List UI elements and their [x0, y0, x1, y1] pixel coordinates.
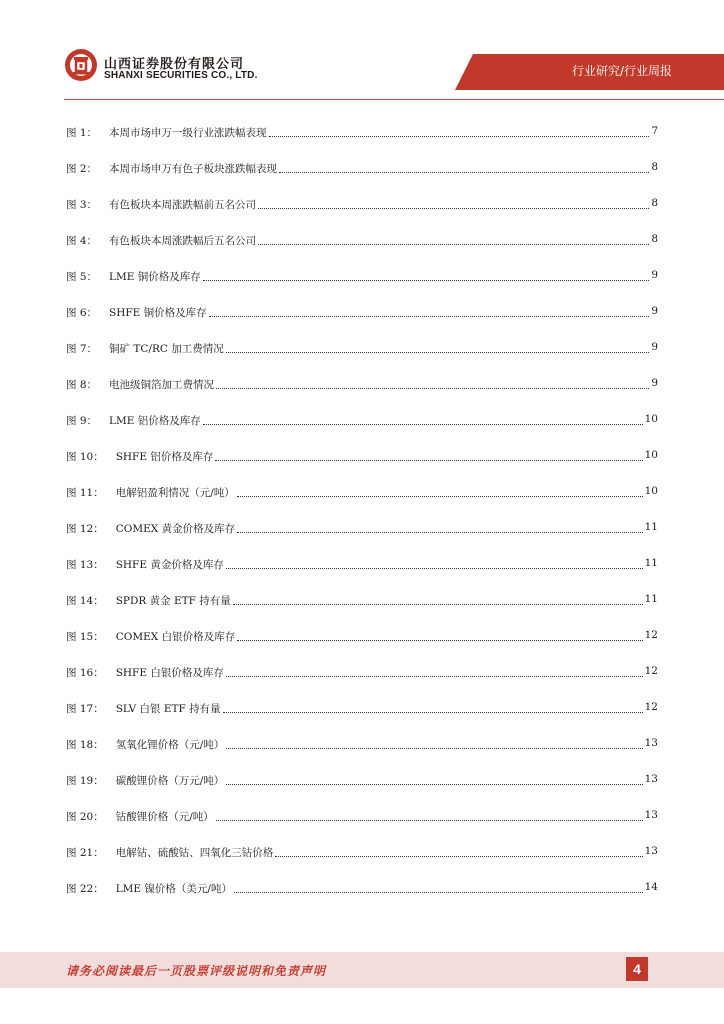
section-label: 行业研究/行业周报: [571, 64, 672, 78]
toc-leader-dots: [203, 269, 650, 281]
toc-title: 氢氧化锂价格（元/吨）: [115, 739, 225, 751]
toc-label: 图 18：: [66, 739, 104, 751]
toc-title: 有色板块本周涨跌幅前五名公司: [109, 199, 257, 211]
toc-leader-dots: [275, 845, 642, 857]
toc-entry[interactable]: [66, 341, 658, 377]
toc-label: 图 4：: [66, 235, 98, 247]
page-number: 4: [626, 957, 648, 981]
toc-label: 图 19：: [66, 775, 104, 787]
toc-label: 图 5：: [66, 271, 98, 283]
toc-page-number: 10: [644, 485, 658, 497]
toc-page-number: 13: [644, 845, 658, 857]
toc-page-number: 13: [644, 773, 658, 785]
toc-page-number: 9: [651, 269, 658, 281]
toc-label: 图 7：: [66, 343, 98, 355]
company-name-cn: 山西证券股份有限公司: [104, 57, 245, 72]
toc-label: 图 21：: [66, 847, 104, 859]
toc-leader-dots: [269, 125, 650, 137]
toc-leader-dots: [233, 593, 643, 605]
toc-label: 图 14：: [66, 595, 104, 607]
toc-label: 图 15：: [66, 631, 104, 643]
toc-leader-dots: [279, 161, 649, 173]
toc-label: 图 6：: [66, 307, 98, 319]
toc-label: 图 1：: [66, 127, 98, 139]
toc-page-number: 8: [651, 197, 658, 209]
toc-label: 图 3：: [66, 199, 98, 211]
toc-label: 图 20：: [66, 811, 104, 823]
toc-leader-dots: [226, 773, 642, 785]
toc-label: 图 2：: [66, 163, 98, 175]
page-header: [0, 0, 724, 100]
toc-title: SPDR 黄金 ETF 持有量: [115, 595, 231, 607]
toc-leader-dots: [215, 449, 642, 461]
toc-page-number: 11: [644, 521, 658, 533]
toc-entry[interactable]: [66, 521, 658, 557]
toc-label: 图 12：: [66, 523, 104, 535]
toc-entry[interactable]: [66, 269, 658, 305]
toc-entry[interactable]: [66, 485, 658, 521]
toc-page-number: 8: [651, 233, 658, 245]
toc-entry[interactable]: [66, 161, 658, 197]
toc-leader-dots: [258, 233, 649, 245]
toc-leader-dots: [237, 485, 643, 497]
toc-page-number: 9: [651, 377, 658, 389]
toc-entry[interactable]: [66, 773, 658, 809]
toc-page-number: 14: [644, 881, 658, 893]
toc-title: 钴酸锂价格（元/吨）: [115, 811, 214, 823]
toc-title: LME 镍价格（美元/吨）: [115, 883, 232, 895]
toc-title: SLV 白银 ETF 持有量: [115, 703, 221, 715]
toc-title: LME 铜价格及库存: [109, 271, 201, 283]
toc-leader-dots: [203, 413, 643, 425]
toc-page-number: 12: [644, 629, 658, 641]
toc-leader-dots: [226, 341, 650, 353]
toc-entry[interactable]: [66, 305, 658, 341]
toc-label: 图 22：: [66, 883, 104, 895]
toc-entry[interactable]: [66, 809, 658, 845]
toc-title: 碳酸锂价格（万元/吨）: [115, 775, 225, 787]
toc-page-number: 9: [651, 305, 658, 317]
toc-leader-dots: [216, 377, 649, 389]
toc-page-number: 9: [651, 341, 658, 353]
toc-leader-dots: [234, 881, 643, 893]
toc-entry[interactable]: [66, 449, 658, 485]
toc-entry[interactable]: [66, 737, 658, 773]
toc-title: SHFE 铝价格及库存: [115, 451, 214, 463]
toc-label: 图 9：: [66, 415, 98, 427]
toc-entry[interactable]: [66, 845, 658, 881]
toc-label: 图 17：: [66, 703, 104, 715]
toc-label: 图 10：: [66, 451, 104, 463]
toc-page-number: 13: [644, 737, 658, 749]
toc-entry[interactable]: [66, 701, 658, 737]
toc-entry[interactable]: [66, 125, 658, 161]
toc-title: 铜矿 TC/RC 加工费情况: [109, 343, 224, 355]
toc-leader-dots: [216, 809, 643, 821]
toc-title: SHFE 铜价格及库存: [109, 307, 207, 319]
toc-entry[interactable]: [66, 377, 658, 413]
toc-leader-dots: [258, 197, 649, 209]
toc-page-number: 11: [644, 557, 658, 569]
header-divider: [64, 99, 724, 100]
toc-title: COMEX 白银价格及库存: [115, 631, 236, 643]
company-name-en: SHANXI SECURITIES CO., LTD.: [104, 70, 258, 81]
toc-title: 电解铝盈利情况（元/吨）: [115, 487, 235, 499]
toc-entry[interactable]: [66, 233, 658, 269]
toc-title: SHFE 黄金价格及库存: [115, 559, 224, 571]
toc-leader-dots: [237, 629, 643, 641]
toc-page-number: 8: [651, 161, 658, 173]
toc-page-number: 10: [644, 413, 658, 425]
toc-title: 电解钴、硫酸钴、四氧化三钴价格: [115, 847, 274, 859]
toc-page-number: 7: [651, 125, 658, 137]
toc-page-number: 13: [644, 809, 658, 821]
toc-label: 图 16：: [66, 667, 104, 679]
toc-title: 本周市场申万有色子板块涨跌幅表现: [109, 163, 278, 175]
toc-entry[interactable]: [66, 413, 658, 449]
disclaimer-text: 请务必阅读最后一页股票评级说明和免责声明: [66, 964, 327, 978]
toc-leader-dots: [226, 665, 643, 677]
toc-leader-dots: [226, 737, 642, 749]
toc-title: 本周市场申万一级行业涨跌幅表现: [109, 127, 267, 139]
toc-leader-dots: [209, 305, 650, 317]
toc-entry[interactable]: [66, 629, 658, 665]
toc-entry[interactable]: [66, 593, 658, 629]
toc-title: 电池级铜箔加工费情况: [109, 379, 215, 391]
toc-entry[interactable]: [66, 881, 658, 917]
toc-entry[interactable]: [66, 557, 658, 593]
company-logo-icon: [64, 48, 98, 82]
figure-index-list: [66, 125, 658, 917]
toc-title: LME 铝价格及库存: [109, 415, 201, 427]
toc-page-number: 10: [644, 449, 658, 461]
toc-page-number: 12: [644, 665, 658, 677]
toc-entry[interactable]: [66, 197, 658, 233]
toc-label: 图 13：: [66, 559, 104, 571]
toc-label: 图 11：: [66, 487, 104, 499]
toc-page-number: 12: [644, 701, 658, 713]
toc-label: 图 8：: [66, 379, 98, 391]
toc-entry[interactable]: [66, 665, 658, 701]
toc-title: 有色板块本周涨跌幅后五名公司: [109, 235, 257, 247]
toc-title: SHFE 白银价格及库存: [115, 667, 224, 679]
toc-leader-dots: [223, 701, 643, 713]
toc-leader-dots: [226, 557, 643, 569]
toc-page-number: 11: [644, 593, 658, 605]
toc-title: COMEX 黄金价格及库存: [115, 523, 236, 535]
toc-leader-dots: [237, 521, 643, 533]
